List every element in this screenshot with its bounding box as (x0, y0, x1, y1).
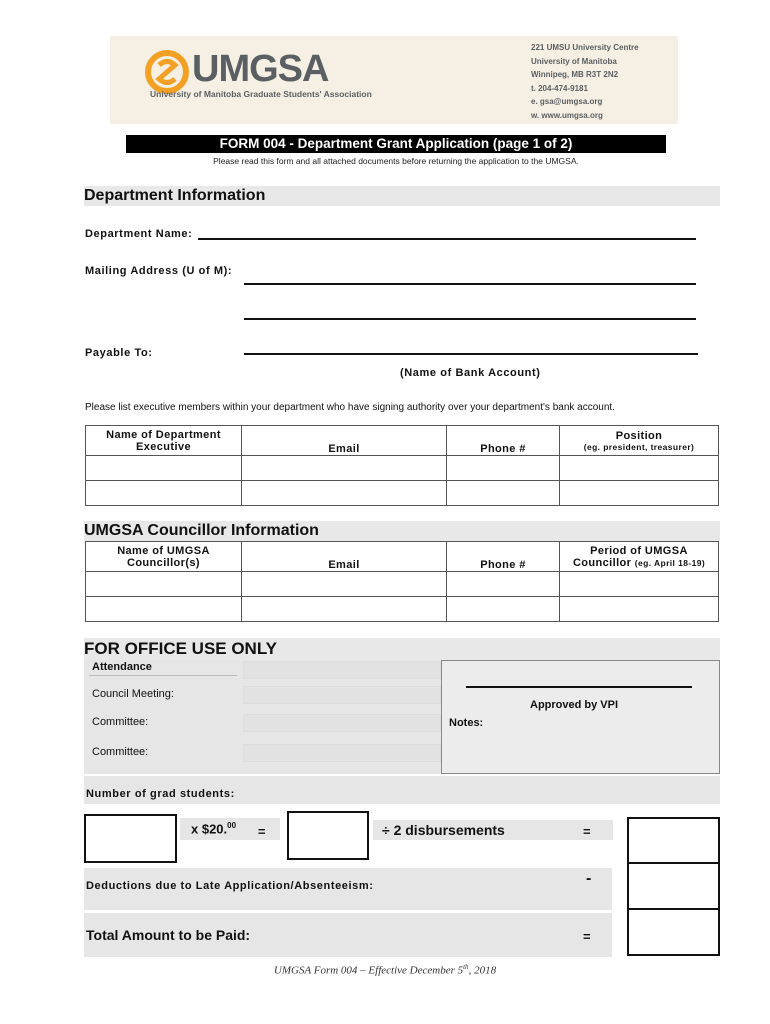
multiplier-text: x $20.00 (191, 821, 237, 837)
payable-to-label: Payable To: (85, 347, 153, 359)
executive-instruction: Please list executive members within your department who have signing authority over your department's bank account. (85, 402, 615, 413)
divider (89, 675, 237, 676)
deductions-box[interactable] (627, 862, 720, 910)
contact-line: w. www.umgsa.org (531, 110, 603, 120)
total-box[interactable] (627, 908, 720, 956)
table-cell[interactable] (86, 481, 242, 506)
committee-field-1[interactable] (243, 714, 441, 732)
mailing-address-label: Mailing Address (U of M): (85, 265, 233, 277)
table-row (86, 572, 719, 597)
grad-students-box[interactable] (84, 814, 177, 863)
table-cell[interactable] (447, 481, 560, 506)
header-councillor-name: Name of UMGSA Councillor(s) (86, 542, 242, 572)
table-cell[interactable] (242, 456, 447, 481)
table-cell[interactable] (560, 572, 719, 597)
header-phone: Phone # (447, 542, 560, 572)
council-meeting-label: Council Meeting: (92, 688, 174, 700)
form-title: FORM 004 - Department Grant Application (page 1 of 2) (126, 135, 666, 153)
approved-by-vpi-label: Approved by VPI (530, 699, 619, 711)
table-cell[interactable] (447, 456, 560, 481)
section-heading-office: FOR OFFICE USE ONLY (84, 638, 720, 660)
section-heading-department: Department Information (84, 186, 720, 206)
form-subtitle: Please read this form and all attached documents before returning the application to the UMGSA. (213, 156, 579, 166)
header-email: Email (242, 542, 447, 572)
councillor-table (85, 541, 719, 622)
table-cell[interactable] (560, 597, 719, 622)
section-heading-councillor: UMGSA Councillor Information (84, 521, 720, 541)
contact-line: e. gsa@umgsa.org (531, 97, 603, 107)
department-name-label: Department Name: (85, 228, 193, 240)
table-header-row (86, 426, 719, 456)
logo-subtitle: University of Manitoba Graduate Students' Association (150, 89, 372, 99)
disbursements-label: ÷ 2 disbursements (382, 822, 505, 838)
equals-sign: = (583, 824, 591, 839)
table-row (86, 481, 719, 506)
table-cell[interactable] (242, 597, 447, 622)
contact-block (531, 41, 639, 123)
total-label: Total Amount to be Paid: (86, 927, 251, 943)
deductions-label: Deductions due to Late Application/Absenteeism: (86, 880, 374, 892)
table-row (86, 456, 719, 481)
per-disbursement-box[interactable] (627, 817, 720, 865)
header-email: Email (242, 426, 447, 456)
table-header-row (86, 542, 719, 572)
header-period: Period of UMGSA Councillor (eg. April 18-19) (560, 542, 719, 572)
payable-to-field[interactable] (244, 353, 698, 355)
table-cell[interactable] (447, 572, 560, 597)
table-cell[interactable] (242, 481, 447, 506)
equals-sign: = (583, 929, 591, 944)
mailing-address-field-1[interactable] (244, 283, 696, 285)
table-row (86, 597, 719, 622)
vpi-signature-line[interactable] (466, 686, 692, 688)
executive-table (85, 425, 719, 506)
umgsa-logo-icon (145, 50, 189, 94)
mailing-address-field-2[interactable] (244, 318, 696, 320)
footer: UMGSA Form 004 – Effective December 5th, 2018 (273, 963, 497, 977)
subtotal-box[interactable] (287, 811, 369, 860)
minus-sign: - (586, 870, 592, 887)
table-cell[interactable] (560, 456, 719, 481)
header-phone: Phone # (447, 426, 560, 456)
table-cell[interactable] (86, 572, 242, 597)
table-cell[interactable] (86, 597, 242, 622)
header-position: Position (eg. president, treasurer) (560, 426, 719, 456)
contact-line: 221 UMSU University Centre (531, 43, 639, 52)
grad-students-label: Number of grad students: (86, 788, 235, 800)
header-executive: Name of Department Executive (86, 426, 242, 456)
committee-label-1: Committee: (92, 716, 149, 728)
contact-line: Winnipeg, MB R3T 2N2 (531, 70, 619, 80)
attendance-field[interactable] (243, 661, 441, 679)
contact-line: t. 204-474-9181 (531, 83, 588, 93)
table-cell[interactable] (560, 481, 719, 506)
council-meeting-field[interactable] (243, 686, 441, 704)
contact-line: University of Manitoba (531, 56, 617, 66)
table-cell[interactable] (242, 572, 447, 597)
department-name-field[interactable] (198, 238, 696, 240)
logo-text: UMGSA (192, 48, 329, 90)
table-cell[interactable] (447, 597, 560, 622)
committee-label-2: Committee: (92, 746, 149, 758)
bank-account-note: (Name of Bank Account) (400, 367, 541, 379)
equals-sign: = (258, 824, 266, 839)
committee-field-2[interactable] (243, 744, 441, 762)
attendance-label: Attendance (92, 661, 152, 673)
table-cell[interactable] (86, 456, 242, 481)
notes-label: Notes: (449, 717, 484, 729)
